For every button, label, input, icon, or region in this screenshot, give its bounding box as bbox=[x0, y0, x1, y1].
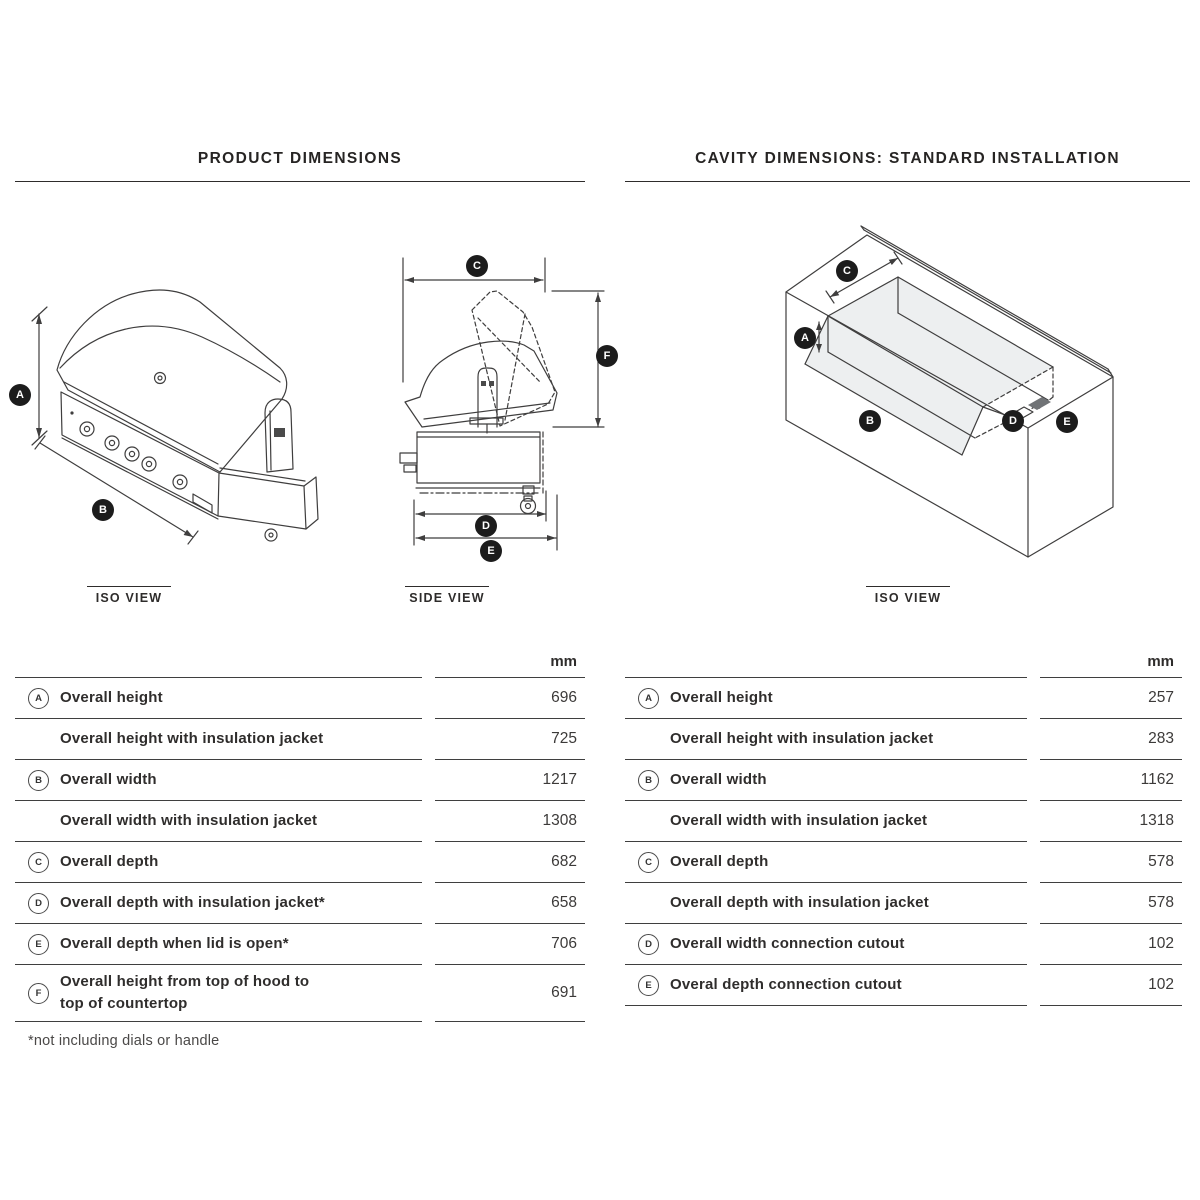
cavity-iso-marker-e: E bbox=[1056, 411, 1078, 433]
cavity-section-header bbox=[625, 148, 1190, 182]
product-iso-caption: ISO VIEW bbox=[87, 586, 171, 605]
cavity-iso-marker-c: C bbox=[836, 260, 858, 282]
table-row bbox=[625, 883, 1182, 924]
table-row bbox=[15, 965, 585, 1022]
row-label: Overall height bbox=[60, 688, 163, 706]
table-footnote: *not including dials or handle bbox=[28, 1033, 220, 1049]
product-dimensions-table bbox=[15, 645, 585, 1049]
row-letter-badge: A bbox=[638, 688, 659, 709]
row-value: 102 bbox=[1040, 965, 1182, 1006]
row-label: Overall height with insulation jacket bbox=[670, 729, 934, 747]
row-value: 578 bbox=[1040, 883, 1182, 924]
cavity-iso-diagram bbox=[770, 225, 1170, 620]
row-label: Overall depth bbox=[60, 852, 159, 870]
product-section-header bbox=[15, 148, 585, 182]
row-label: Overall height from top of hood to top of countertop bbox=[60, 972, 310, 1012]
row-value: 283 bbox=[1040, 719, 1182, 760]
table-row bbox=[15, 760, 585, 801]
row-label: Overall width with insulation jacket bbox=[60, 811, 318, 829]
product-side-marker-d: D bbox=[475, 515, 497, 537]
row-value: 1308 bbox=[435, 801, 585, 842]
row-label: Overall depth when lid is open* bbox=[60, 934, 289, 952]
row-value: 706 bbox=[435, 924, 585, 965]
row-value: 658 bbox=[435, 883, 585, 924]
cavity-iso-marker-b: B bbox=[859, 410, 881, 432]
row-letter-badge: B bbox=[638, 770, 659, 791]
table-row bbox=[625, 924, 1182, 965]
row-label: Overall depth with insulation jacket* bbox=[60, 893, 325, 911]
row-value: 682 bbox=[435, 842, 585, 883]
product-side-marker-f: F bbox=[596, 345, 618, 367]
row-label: Overal depth connection cutout bbox=[670, 975, 902, 993]
cavity-section-title: CAVITY DIMENSIONS: STANDARD INSTALLATION bbox=[695, 150, 1120, 167]
row-letter-badge: A bbox=[28, 688, 49, 709]
table-row bbox=[15, 801, 585, 842]
row-value: 578 bbox=[1040, 842, 1182, 883]
product-side-caption: SIDE VIEW bbox=[405, 586, 489, 605]
row-letter-badge: F bbox=[28, 983, 49, 1004]
cavity-dimensions-table bbox=[625, 645, 1182, 1006]
product-iso-marker-b: B bbox=[92, 499, 114, 521]
row-value: 1318 bbox=[1040, 801, 1182, 842]
table-row bbox=[15, 678, 585, 719]
row-value: 102 bbox=[1040, 924, 1182, 965]
product-side-diagram bbox=[380, 250, 630, 610]
row-letter-badge: C bbox=[28, 852, 49, 873]
product-side-marker-c: C bbox=[466, 255, 488, 277]
row-label: Overall width bbox=[60, 770, 157, 788]
row-letter-badge: D bbox=[638, 934, 659, 955]
table-row bbox=[625, 965, 1182, 1006]
row-label: Overall height with insulation jacket bbox=[60, 729, 324, 747]
product-section-title: PRODUCT DIMENSIONS bbox=[197, 150, 403, 167]
unit-header: mm bbox=[435, 645, 585, 678]
row-letter-badge: C bbox=[638, 852, 659, 873]
row-label: Overall height bbox=[670, 688, 773, 706]
row-value: 1217 bbox=[435, 760, 585, 801]
table-header-row bbox=[625, 645, 1182, 678]
row-value: 1162 bbox=[1040, 760, 1182, 801]
row-label: Overall depth with insulation jacket bbox=[670, 893, 929, 911]
cavity-iso-caption: ISO VIEW bbox=[866, 586, 950, 605]
row-value: 696 bbox=[435, 678, 585, 719]
row-label: Overall width bbox=[670, 770, 767, 788]
unit-header: mm bbox=[1040, 645, 1182, 678]
row-letter-badge: E bbox=[28, 934, 49, 955]
row-value: 257 bbox=[1040, 678, 1182, 719]
table-row bbox=[625, 760, 1182, 801]
table-row bbox=[15, 719, 585, 760]
row-value: 725 bbox=[435, 719, 585, 760]
row-letter-badge: B bbox=[28, 770, 49, 791]
table-header-row bbox=[15, 645, 585, 678]
row-label: Overall depth bbox=[670, 852, 769, 870]
table-row bbox=[15, 883, 585, 924]
cavity-iso-marker-d: D bbox=[1002, 410, 1024, 432]
row-letter-badge: D bbox=[28, 893, 49, 914]
table-row bbox=[625, 678, 1182, 719]
row-label: Overall width with insulation jacket bbox=[670, 811, 928, 829]
product-iso-diagram bbox=[8, 282, 338, 572]
table-row bbox=[625, 719, 1182, 760]
cavity-iso-marker-a: A bbox=[794, 327, 816, 349]
table-row bbox=[15, 842, 585, 883]
product-side-marker-e: E bbox=[480, 540, 502, 562]
row-label: Overall width connection cutout bbox=[670, 934, 905, 952]
table-row bbox=[15, 924, 585, 965]
product-iso-marker-a: A bbox=[9, 384, 31, 406]
table-row bbox=[625, 801, 1182, 842]
row-value: 691 bbox=[435, 965, 585, 1022]
table-row bbox=[625, 842, 1182, 883]
row-letter-badge: E bbox=[638, 975, 659, 996]
